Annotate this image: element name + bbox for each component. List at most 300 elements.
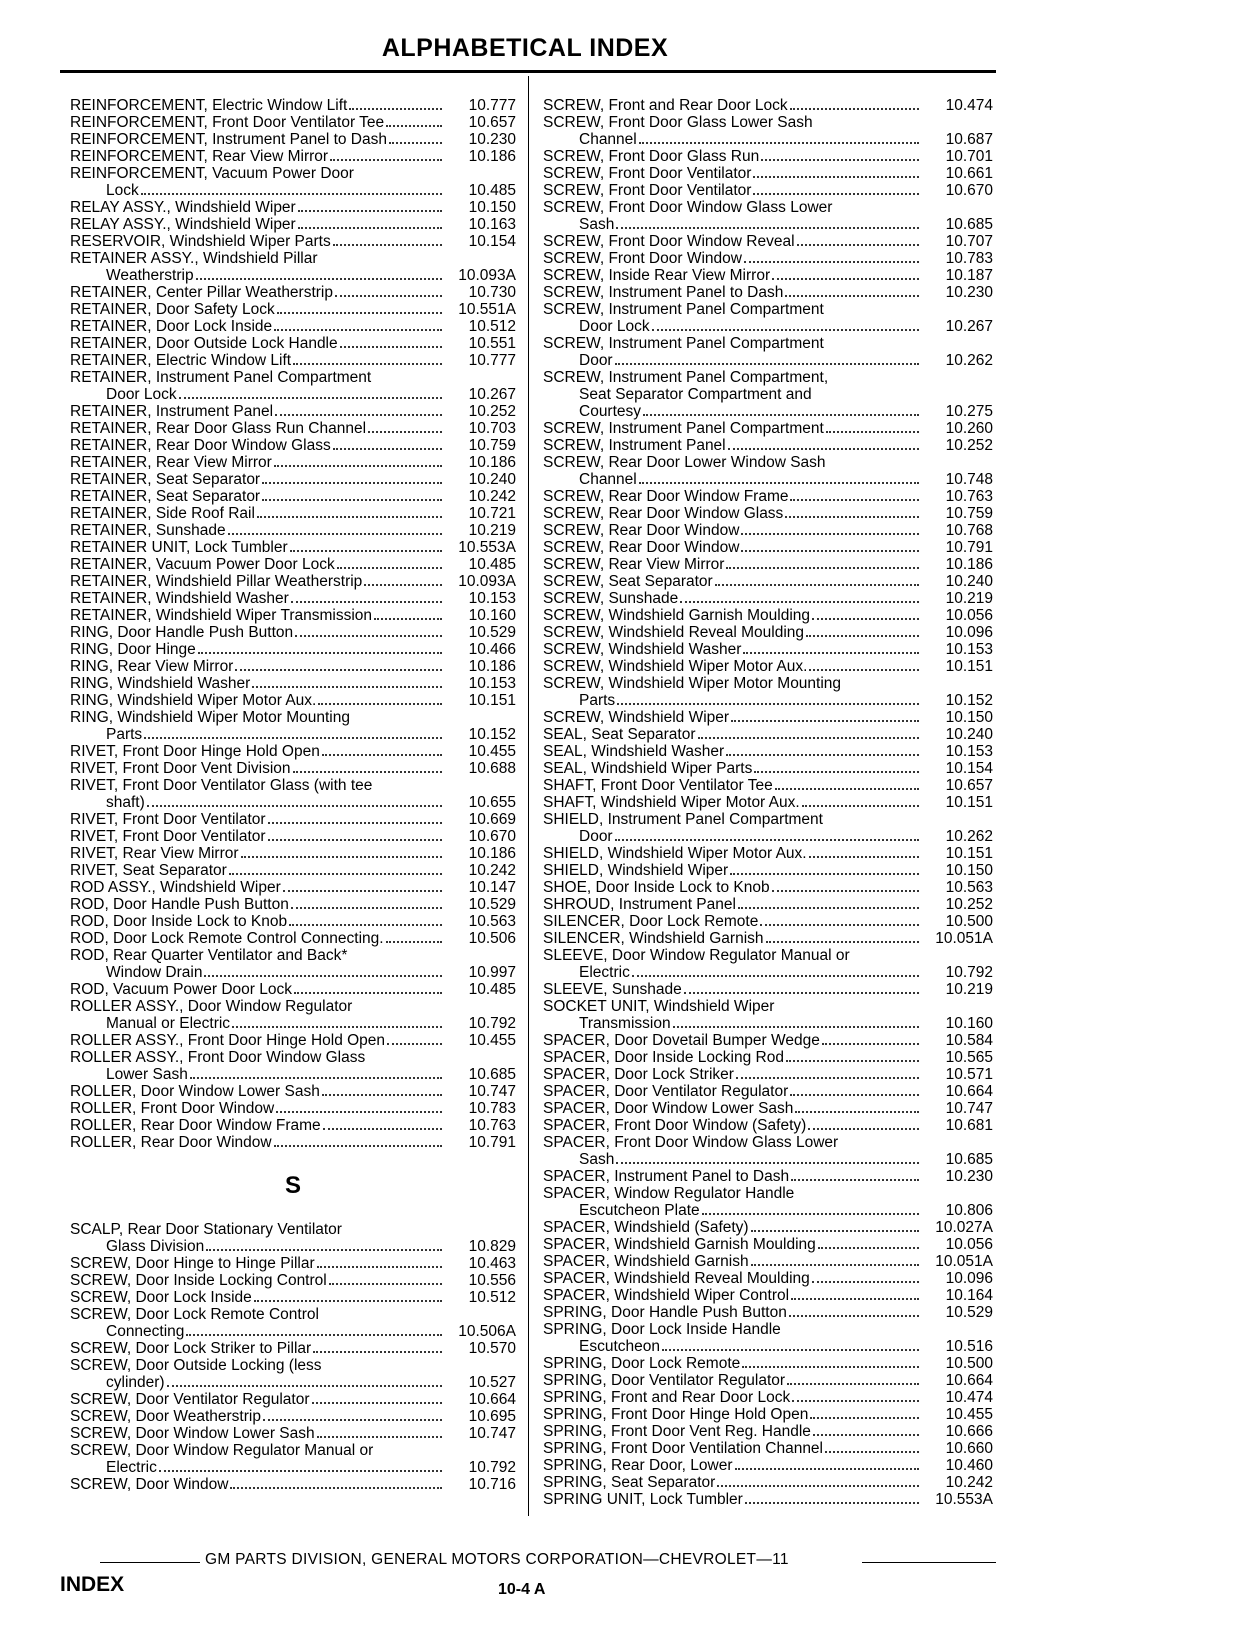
index-entry — [70, 862, 516, 879]
entry-text: Window Drain — [106, 964, 203, 981]
dot-leader — [289, 923, 442, 926]
entry-text: SLEEVE, Door Window Regulator Manual or — [543, 947, 850, 964]
entry-text: SCREW, Front and Rear Door Lock — [543, 97, 788, 114]
entry-text: RETAINER, Door Outside Lock Handle — [70, 335, 338, 352]
entry-text: SHIELD, Windshield Wiper — [543, 862, 729, 879]
entry-text: SCREW, Door Window — [70, 1476, 229, 1493]
dot-leader — [318, 702, 442, 705]
index-entry — [543, 777, 993, 794]
footer-rule-right — [862, 1562, 996, 1563]
entry-text: SPACER, Door Window Lower Sash — [543, 1100, 794, 1117]
entry-reference: 10.529 — [468, 624, 516, 641]
dot-leader — [632, 974, 919, 977]
index-entry — [70, 556, 516, 573]
entry-text: SCREW, Instrument Panel — [543, 437, 726, 454]
dot-leader — [354, 1010, 442, 1011]
entry-reference: 10.553A — [458, 539, 516, 556]
entry-reference: 10.688 — [468, 760, 516, 777]
entry-text: SOCKET UNIT, Windshield Wiper — [543, 998, 775, 1015]
entry-reference: 10.791 — [945, 539, 993, 556]
index-entry — [70, 1476, 516, 1493]
index-entry — [70, 1442, 516, 1459]
index-entry — [70, 233, 516, 250]
index-entry — [543, 573, 993, 590]
entry-reference: 10.240 — [945, 726, 993, 743]
index-entry — [543, 1083, 993, 1100]
index-entry — [70, 386, 516, 403]
entry-text: SPRING, Front Door Vent Reg. Handle — [543, 1423, 811, 1440]
entry-reference: 10.777 — [468, 97, 516, 114]
entry-text: RETAINER UNIT, Lock Tumbler — [70, 539, 288, 556]
entry-text: REINFORCEMENT, Front Door Ventilator Tee — [70, 114, 385, 131]
index-entry — [543, 488, 993, 505]
entry-reference: 10.527 — [468, 1374, 516, 1391]
index-entry — [70, 1238, 516, 1255]
index-entry — [70, 879, 516, 896]
entry-reference: 10.556 — [468, 1272, 516, 1289]
entry-text: ROD, Vacuum Power Door Lock — [70, 981, 292, 998]
entry-reference: 10.997 — [468, 964, 516, 981]
index-entry — [70, 1289, 516, 1306]
index-entry — [543, 1355, 993, 1372]
index-entry — [70, 335, 516, 352]
entry-reference: 10.093A — [458, 573, 516, 590]
entry-reference: 10.153 — [468, 675, 516, 692]
entry-reference: 10.695 — [468, 1408, 516, 1425]
entry-text: RETAINER, Rear View Mirror — [70, 454, 272, 471]
entry-text: SCREW, Door Hinge to Hinge Pillar — [70, 1255, 315, 1272]
dot-leader — [772, 277, 919, 280]
index-entry — [70, 454, 516, 471]
dot-leader — [204, 974, 442, 977]
index-entry — [543, 845, 993, 862]
entry-text: Lock — [106, 182, 139, 199]
entry-reference: 10.219 — [945, 590, 993, 607]
index-entry — [70, 352, 516, 369]
dot-leader — [698, 736, 919, 739]
entry-text: shaft) — [106, 794, 145, 811]
index-entry — [70, 1221, 516, 1238]
index-entry — [543, 1049, 993, 1066]
entry-reference: 10.160 — [945, 1015, 993, 1032]
entry-reference: 10.152 — [945, 692, 993, 709]
index-entry — [70, 420, 516, 437]
entry-text: RING, Windshield Wiper Motor Aux. — [70, 692, 317, 709]
dot-leader — [320, 262, 442, 263]
entry-text: SCREW, Door Lock Inside — [70, 1289, 252, 1306]
entry-text: Parts — [579, 692, 616, 709]
entry-reference: 10.664 — [468, 1391, 516, 1408]
entry-text: SPACER, Door Lock Striker — [543, 1066, 734, 1083]
entry-text: REINFORCEMENT, Rear View Mirror — [70, 148, 329, 165]
dot-leader — [791, 1297, 919, 1300]
index-entry — [543, 1236, 993, 1253]
index-entry — [70, 590, 516, 607]
index-entry — [543, 539, 993, 556]
entry-reference: 10.466 — [468, 641, 516, 658]
entry-reference: 10.768 — [945, 522, 993, 539]
index-entry — [543, 641, 993, 658]
entry-reference: 10.267 — [945, 318, 993, 335]
dot-leader — [751, 1263, 919, 1266]
index-entry — [543, 1117, 993, 1134]
dot-leader — [298, 226, 442, 229]
entry-text: SCREW, Rear Door Window Glass — [543, 505, 784, 522]
entry-reference: 10.150 — [945, 862, 993, 879]
entry-text: RING, Door Hinge — [70, 641, 196, 658]
index-entry — [70, 148, 516, 165]
dot-leader — [323, 1127, 442, 1130]
entry-text: SCREW, Door Inside Locking Control — [70, 1272, 327, 1289]
index-entry — [543, 998, 993, 1015]
entry-reference: 10.252 — [945, 896, 993, 913]
index-entry — [70, 641, 516, 658]
index-entry — [543, 454, 993, 471]
dot-leader — [283, 889, 442, 892]
entry-text: Channel — [579, 131, 637, 148]
dot-leader — [826, 313, 919, 314]
entry-reference: 10.096 — [945, 624, 993, 641]
entry-text: RETAINER, Electric Window Lift — [70, 352, 292, 369]
entry-text: Electric — [579, 964, 630, 981]
dot-leader — [268, 838, 442, 841]
entry-reference: 10.685 — [945, 1151, 993, 1168]
entry-reference: 10.664 — [945, 1372, 993, 1389]
index-entry — [70, 760, 516, 777]
index-entry — [543, 437, 993, 454]
dot-leader — [615, 362, 919, 365]
index-entry — [543, 522, 993, 539]
dot-leader — [731, 719, 919, 722]
dot-leader — [263, 1418, 442, 1421]
dot-leader — [254, 1299, 442, 1302]
entry-reference: 10.777 — [468, 352, 516, 369]
entry-text: Parts — [106, 726, 143, 743]
dot-leader — [141, 192, 442, 195]
index-entry — [70, 1066, 516, 1083]
dot-leader — [374, 617, 442, 620]
entry-text: RETAINER, Rear Door Window Glass — [70, 437, 331, 454]
entry-text: SPRING, Door Lock Remote — [543, 1355, 741, 1372]
entry-text: SCREW, Windshield Wiper Motor Mounting — [543, 675, 842, 692]
entry-text: SPRING, Door Lock Inside Handle — [543, 1321, 781, 1338]
dot-leader — [789, 1314, 919, 1317]
entry-reference: 10.529 — [945, 1304, 993, 1321]
dot-leader — [797, 243, 919, 246]
index-entry — [543, 981, 993, 998]
entry-text: ROLLER, Rear Door Window — [70, 1134, 272, 1151]
index-entry — [543, 165, 993, 182]
entry-reference: 10.186 — [468, 148, 516, 165]
dot-leader — [368, 430, 442, 433]
dot-leader — [785, 294, 919, 297]
dot-leader — [754, 770, 919, 773]
index-entry — [543, 624, 993, 641]
dot-leader — [743, 651, 919, 654]
entry-text: SCREW, Windshield Reveal Moulding — [543, 624, 805, 641]
index-entry — [70, 743, 516, 760]
dot-leader — [761, 158, 919, 161]
dot-leader — [206, 1248, 442, 1251]
index-entry — [543, 1219, 993, 1236]
index-entry — [543, 352, 993, 369]
dot-leader — [367, 1061, 442, 1062]
entry-text: SEAL, Windshield Wiper Parts — [543, 760, 753, 777]
index-entry — [70, 1374, 516, 1391]
entry-text: RETAINER, Center Pillar Weatherstrip — [70, 284, 334, 301]
entry-text: Sash — [579, 1151, 615, 1168]
entry-text: SHAFT, Windshield Wiper Motor Aux. — [543, 794, 800, 811]
dot-leader — [639, 481, 919, 484]
entry-text: SPRING, Front and Rear Door Lock — [543, 1389, 791, 1406]
dot-leader — [741, 549, 919, 552]
entry-text: RELAY ASSY., Windshield Wiper — [70, 199, 296, 216]
entry-reference: 10.093A — [458, 267, 516, 284]
entry-reference: 10.829 — [468, 1238, 516, 1255]
entry-text: SHIELD, Windshield Wiper Motor Aux. — [543, 845, 807, 862]
index-entry — [70, 1255, 516, 1272]
entry-text: ROD, Door Handle Push Button — [70, 896, 289, 913]
index-entry — [70, 1459, 516, 1476]
index-entry — [70, 488, 516, 505]
entry-text: ROLLER, Rear Door Window Frame — [70, 1117, 321, 1134]
dot-leader — [228, 532, 442, 535]
entry-reference: 10.262 — [945, 352, 993, 369]
index-entry — [543, 420, 993, 437]
entry-reference: 10.455 — [468, 743, 516, 760]
index-entry — [70, 216, 516, 233]
entry-text: RETAINER, Seat Separator — [70, 471, 261, 488]
page-title: ALPHABETICAL INDEX — [381, 34, 669, 62]
entry-text: SCREW, Seat Separator — [543, 573, 713, 590]
dot-leader — [276, 1110, 442, 1113]
dot-leader — [179, 396, 442, 399]
dot-leader — [810, 1416, 919, 1419]
entry-reference: 10.571 — [945, 1066, 993, 1083]
entry-reference: 10.219 — [468, 522, 516, 539]
dot-leader — [159, 1469, 442, 1472]
index-entry — [70, 896, 516, 913]
index-entry — [70, 964, 516, 981]
index-entry — [70, 1340, 516, 1357]
entry-text: SCREW, Door Lock Remote Control — [70, 1306, 319, 1323]
entry-reference: 10.187 — [945, 267, 993, 284]
index-entry — [70, 828, 516, 845]
dot-leader — [349, 107, 442, 110]
index-entry — [543, 930, 993, 947]
left-column — [70, 97, 516, 1493]
entry-text: SCREW, Door Window Regulator Manual or — [70, 1442, 374, 1459]
entry-reference: 10.791 — [468, 1134, 516, 1151]
entry-reference: 10.056 — [945, 607, 993, 624]
entry-reference: 10.685 — [468, 1066, 516, 1083]
entry-text: SHAFT, Front Door Ventilator Tee — [543, 777, 773, 794]
entry-text: Sash — [579, 216, 615, 233]
dot-leader — [783, 1333, 919, 1334]
index-entry — [543, 1457, 993, 1474]
dot-leader — [795, 1110, 919, 1113]
dot-leader — [680, 600, 919, 603]
index-entry — [70, 777, 516, 794]
entry-reference: 10.783 — [945, 250, 993, 267]
index-entry — [543, 505, 993, 522]
entry-text: ROLLER, Front Door Window — [70, 1100, 275, 1117]
dot-leader — [830, 381, 919, 382]
dot-leader — [295, 634, 442, 637]
entry-reference: 10.474 — [945, 1389, 993, 1406]
dot-leader — [776, 1010, 919, 1011]
index-entry — [543, 1423, 993, 1440]
entry-text: SCREW, Inside Rear View Mirror — [543, 267, 771, 284]
entry-text: RETAINER, Sunshade — [70, 522, 226, 539]
index-entry — [543, 1440, 993, 1457]
dot-leader — [815, 126, 919, 127]
entry-reference: 10.655 — [468, 794, 516, 811]
dot-leader — [639, 141, 919, 144]
dot-leader — [375, 1454, 442, 1455]
dot-leader — [751, 1229, 919, 1232]
entry-reference: 10.153 — [468, 590, 516, 607]
entry-text: Weatherstrip — [106, 267, 194, 284]
index-entry — [70, 165, 516, 182]
entry-reference: 10.262 — [945, 828, 993, 845]
dot-leader — [843, 687, 919, 688]
dot-leader — [615, 838, 919, 841]
dot-leader — [809, 668, 919, 671]
index-entry — [70, 539, 516, 556]
entry-text: SCREW, Windshield Wiper — [543, 709, 730, 726]
entry-reference: 10.455 — [945, 1406, 993, 1423]
entry-text: Courtesy — [579, 403, 642, 420]
entry-text: RETAINER, Door Safety Lock — [70, 301, 275, 318]
index-entry — [70, 930, 516, 947]
entry-text: SPACER, Door Ventilator Regulator — [543, 1083, 789, 1100]
dot-leader — [340, 345, 442, 348]
entry-text: RETAINER, Vacuum Power Door Lock — [70, 556, 335, 573]
dot-leader — [684, 991, 919, 994]
entry-reference: 10.730 — [468, 284, 516, 301]
entry-reference: 10.485 — [468, 182, 516, 199]
section-label: INDEX — [60, 1573, 125, 1596]
index-entry — [543, 896, 993, 913]
entry-text: SCREW, Rear Door Lower Window Sash — [543, 454, 826, 471]
dot-leader — [808, 1127, 919, 1130]
index-entry — [543, 1372, 993, 1389]
dot-leader — [791, 1178, 919, 1181]
entry-text: SCREW, Windshield Wiper Motor Aux. — [543, 658, 808, 675]
entry-reference: 10.670 — [468, 828, 516, 845]
dot-leader — [364, 583, 442, 586]
index-entry — [70, 1134, 516, 1151]
entry-reference: 10.529 — [468, 896, 516, 913]
dot-leader — [293, 362, 442, 365]
entry-reference: 10.151 — [945, 658, 993, 675]
index-entry — [70, 182, 516, 199]
entry-text: RETAINER, Rear Door Glass Run Channel — [70, 420, 367, 437]
entry-reference: 10.051A — [935, 1253, 993, 1270]
dot-leader — [735, 1467, 919, 1470]
index-entry — [543, 1151, 993, 1168]
page-number: 10-4 A — [498, 1581, 546, 1598]
dot-leader — [268, 821, 442, 824]
entry-reference: 10.660 — [945, 1440, 993, 1457]
dot-leader — [333, 243, 442, 246]
entry-reference: 10.747 — [468, 1083, 516, 1100]
dot-leader — [792, 1399, 919, 1402]
index-entry — [70, 522, 516, 539]
index-entry — [543, 1066, 993, 1083]
dot-leader — [294, 991, 442, 994]
index-entry — [543, 1202, 993, 1219]
entry-reference: 10.230 — [468, 131, 516, 148]
entry-reference: 10.242 — [468, 488, 516, 505]
index-entry — [543, 301, 993, 318]
entry-text: SCREW, Front Door Glass Run — [543, 148, 760, 165]
entry-reference: 10.669 — [468, 811, 516, 828]
entry-text: SCREW, Sunshade — [543, 590, 679, 607]
entry-text: SHIELD, Instrument Panel Compartment — [543, 811, 823, 828]
entry-reference: 10.500 — [945, 1355, 993, 1372]
index-entry — [70, 1100, 516, 1117]
dot-leader — [790, 1093, 919, 1096]
entry-reference: 10.056 — [945, 1236, 993, 1253]
index-entry — [543, 1406, 993, 1423]
entry-text: RING, Windshield Wiper Motor Mounting — [70, 709, 350, 726]
dot-leader — [812, 617, 919, 620]
dot-leader — [317, 1265, 442, 1268]
index-entry — [543, 556, 993, 573]
dot-leader — [745, 1501, 919, 1504]
index-entry — [70, 1357, 516, 1374]
dot-leader — [730, 872, 919, 875]
entry-text: ROD, Rear Quarter Ventilator and Back* — [70, 947, 348, 964]
entry-text: SCREW, Door Lock Striker to Pillar — [70, 1340, 312, 1357]
index-entry — [543, 1253, 993, 1270]
entry-text: ROD, Door Lock Remote Control Connecting. — [70, 930, 384, 947]
index-entry — [70, 913, 516, 930]
entry-reference: 10.506 — [468, 930, 516, 947]
index-entry — [543, 862, 993, 879]
entry-text: SCREW, Door Window Lower Sash — [70, 1425, 315, 1442]
entry-text: SCREW, Front Door Ventilator — [543, 165, 752, 182]
entry-reference: 10.661 — [945, 165, 993, 182]
index-entry — [70, 1323, 516, 1340]
index-entry — [70, 692, 516, 709]
right-column — [543, 97, 993, 1508]
index-entry — [70, 267, 516, 284]
index-entry — [543, 794, 993, 811]
dot-leader — [275, 413, 442, 416]
entry-reference: 10.151 — [468, 692, 516, 709]
entry-reference: 10.759 — [945, 505, 993, 522]
entry-reference: 10.806 — [945, 1202, 993, 1219]
index-entry — [543, 1338, 993, 1355]
index-entry — [543, 284, 993, 301]
dot-leader — [344, 1233, 442, 1234]
index-entry — [543, 658, 993, 675]
dot-leader — [235, 668, 442, 671]
dot-leader — [736, 1076, 919, 1079]
index-entry — [543, 471, 993, 488]
dot-leader — [252, 685, 442, 688]
entry-text: SCREW, Rear View Mirror — [543, 556, 725, 573]
dot-leader — [822, 1042, 919, 1045]
title-rule — [60, 70, 996, 73]
entry-text: Door — [579, 828, 613, 845]
entry-text: SPRING, Front Door Hinge Hold Open — [543, 1406, 809, 1423]
entry-text: ROLLER ASSY., Door Window Regulator — [70, 998, 353, 1015]
index-entry — [543, 1491, 993, 1508]
